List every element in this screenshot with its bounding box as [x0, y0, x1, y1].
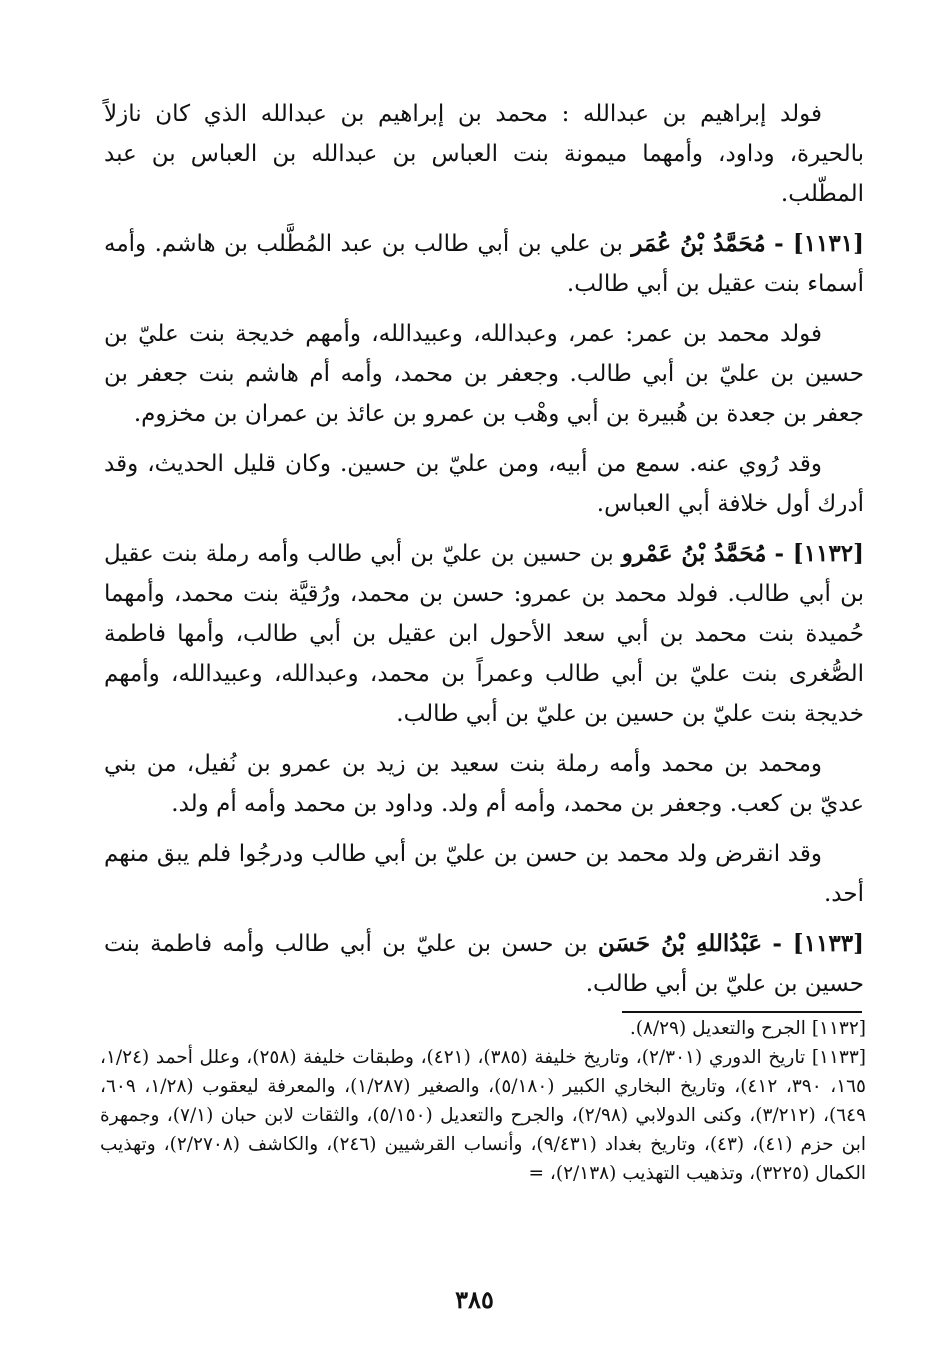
- paragraph-text: فولد محمد بن عمر: عمر، وعبدالله، وعبيدالله، وأمهم خديجة بنت عليّ بن حسين بن عليّ بن أبي طالب. وجعفر بن محمد، وأمه أم هاشم بنت جعفر بن جعفر بن جعدة بن هُبيرة بن أبي وهْب بن عمرو بن عائذ بن عمران بن مخزوم.: [104, 321, 864, 427]
- paragraph-text: فولد إبراهيم بن عبدالله : محمد بن إبراهيم بن عبدالله الذي كان نازلاً بالحيرة، وداود، وأمهما ميمونة بنت العباس بن عبدالله بن العباس بن عبد المطّلب.: [104, 101, 864, 207]
- footnote-number: [١١٣٢]: [811, 1018, 866, 1039]
- paragraph-umar-sons: [104, 314, 864, 434]
- entry-number: [١١٣٣] -: [772, 930, 865, 957]
- paragraph-lineage-extinct: [104, 834, 864, 914]
- entry-name: مُحَمَّدُ بْنُ عُمَر: [631, 230, 766, 257]
- footnote-text: الجرح والتعديل (٨/٢٩).: [629, 1018, 812, 1039]
- paragraph-umar-narration: [104, 444, 864, 524]
- paragraph-text: وقد انقرض ولد محمد بن حسن بن عليّ بن أبي طالب ودرجُوا فلم يبق منهم أحد.: [104, 841, 864, 907]
- entry-1132: [104, 534, 864, 734]
- paragraph-text: وقد رُوي عنه. سمع من أبيه، ومن عليّ بن حسين. وكان قليل الحديث، وقد أدرك أول خلافة أبي العباس.: [104, 451, 864, 517]
- entry-number: [١١٣١] -: [774, 230, 865, 257]
- entry-name: مُحَمَّدُ بْنُ عَمْرو: [621, 540, 767, 567]
- entry-number: [١١٣٢] -: [774, 540, 864, 567]
- paragraph-amr-more-sons: [104, 744, 864, 824]
- entry-1133: [104, 924, 864, 1004]
- footnotes: [100, 1014, 866, 1188]
- page-number: ٣٨٥: [455, 1285, 494, 1314]
- entry-text: بن علي بن أبي طالب بن عبد المُطَّلب بن هاشم. وأمه أسماء بنت عقيل بن أبي طالب.: [104, 231, 864, 297]
- entry-1131: [104, 224, 864, 304]
- paragraph-text: ومحمد بن محمد وأمه رملة بنت سعيد بن زيد بن عمرو بن نُفيل، من بني عديّ بن كعب. وجعفر بن محمد، وأمه أم ولد. وداود بن محمد وأمه أم ولد.: [104, 751, 864, 817]
- entry-text: بن حسن بن عليّ بن أبي طالب وأمه فاطمة بنت حسين بن عليّ بن أبي طالب.: [104, 931, 864, 997]
- footnote-divider: [622, 1011, 862, 1013]
- footnote-1133: [100, 1043, 866, 1188]
- paragraph-ibrahim-sons: [104, 94, 864, 214]
- footnote-number: [١١٣٣]: [811, 1047, 866, 1068]
- footnote-1132: [100, 1014, 866, 1043]
- main-text: [104, 94, 864, 1014]
- entry-text: بن حسين بن عليّ بن أبي طالب وأمه رملة بنت عقيل بن أبي طالب. فولد محمد بن عمرو: حسن بن محمد، ورُقيَّة بنت محمد، وأمهما حُميدة بنت محمد بن أبي سعد الأحول ابن عقيل بن أبي طالب، وأمها فاطمة الصُّغرى بنت عليّ بن أبي طالب وعمراً بن محمد، وعبدالله، وعبيدالله، وأمهم خديجة بنت عليّ بن حسين بن عليّ بن أبي طالب.: [104, 541, 864, 727]
- footnote-text: تاريخ الدوري (٢/٣٠١)، وتاريخ خليفة (٣٨٥)، (٤٢١)، وطبقات خليفة (٢٥٨)، وعلل أحمد (١/٢٤، ١٦٥، ٣٩٠، ٤١٢)، وتاريخ البخاري الكبير (٥/١٨٠)، والصغير (١/٢٨٧)، والمعرفة ليعقوب (١/٢٨، ٦٠٩، ٦٤٩)، (٣/٢١٢)، وكنى الدولابي (٢/٩٨)، والجرح والتعديل (٥/١٥٠)، والثقات لابن حبان (٧/١)، وجمهرة ابن حزم (٤١)، (٤٣)، وتاريخ بغداد (٩/٤٣١)، وأنساب القرشيين (٢٤٦)، والكاشف (٢/٢٧٠٨)، وتهذيب الكمال (٣٢٢٥)، وتذهيب التهذيب (٢/١٣٨)، =: [100, 1047, 867, 1184]
- entry-name: عَبْدُاللهِ بْنُ حَسَن: [597, 930, 763, 957]
